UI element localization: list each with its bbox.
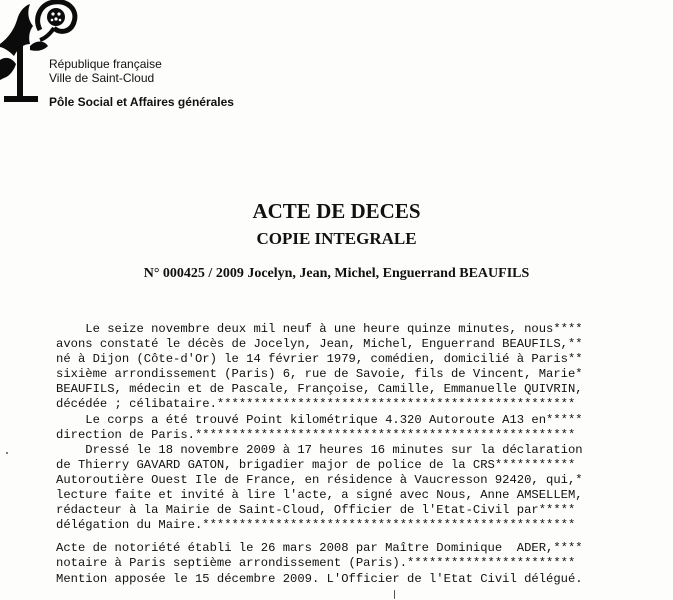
header-city: Ville de Saint-Cloud [49,71,155,85]
header-department: Pôle Social et Affaires générales [49,95,234,109]
text-line: Le seize novembre deux mil neuf à une heure quinze minutes, nous**** [56,322,583,336]
text-line: notaire à Paris septième arrondissement (Paris).*********************** [56,556,576,571]
document-title: ACTE DE DECES [252,199,421,223]
paragraph-drawn-up [56,443,673,534]
text-line: Mention apposée le 15 décembre 2009. L'Officier de l'Etat Civil délégué. [56,571,583,586]
text-line: rédacteur à la Mairie de Saint-Cloud, Officier de l'Etat-Civil par***** [56,503,576,518]
text-line: délégation du Maire.*************************************************** [56,518,576,533]
text-line: Autoroutière Ouest Ile de France, en résidence à Vaucresson 92420, qui,* [56,472,583,487]
text-line: direction de Paris.**************************************************** [56,427,576,442]
header-republique: République française [49,57,162,71]
text-line: avons constaté le décès de Jocelyn, Jean, Michel, Enguerrand BEAUFILS,** [56,337,583,352]
text-line: sixième arrondissement (Paris) 6, rue de Savoie, fils de Vincent, Marie* [56,367,583,382]
paragraph-location [56,413,673,443]
text-line: de Thierry GAVARD GATON, brigadier major de police de la CRS*********** [56,457,576,472]
text-line: Dressé le 18 novembre 2009 à 17 heures 16 minutes sur la déclaration [56,442,583,457]
document-subtitle: COPIE INTEGRALE [256,229,417,248]
text-line: né à Dijon (Côte-d'Or) le 14 février 1979, comédien, domicilié à Paris** [56,352,583,367]
text-line: Le corps a été trouvé Point kilométrique 4.320 Autoroute A13 en***** [56,412,583,427]
paragraph-gap [56,533,673,541]
text-line: décédée ; célibataire.************************************************* [56,397,576,412]
act-reference: N° 000425 / 2009 Jocelyn, Jean, Michel, Enguerrand BEAUFILS [143,266,530,281]
paragraph-mention [56,541,673,586]
text-line: Acte de notoriété établi le 26 mars 2008 par Maître Dominique ADER,**** [56,541,583,556]
text-line: BEAUFILS, médecin et de Pascale, Françoise, Camille, Emmanuelle QUIVRIN, [56,382,583,397]
scan-mark [394,590,395,599]
text-line: lecture faite et invité à lire l'acte, a signé avec Nous, Anne AMSELLEM, [56,488,583,503]
scan-speck [6,452,8,454]
paragraph-death-declaration [56,322,673,413]
act-text [56,322,673,587]
